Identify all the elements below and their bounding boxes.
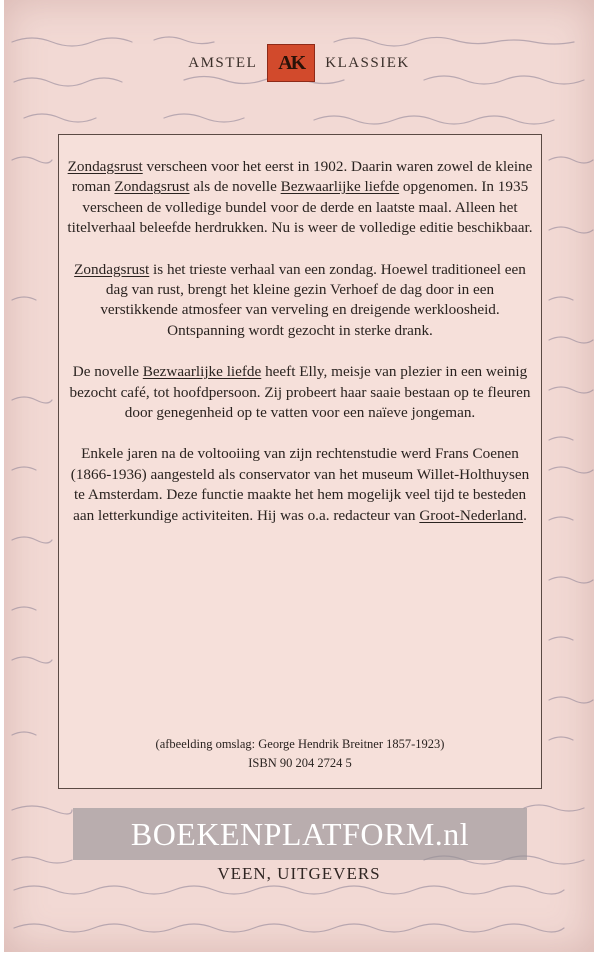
text-segment: De novelle: [72, 363, 143, 381]
blurb-paragraph: [59, 260, 541, 342]
text-segment: is het trieste verhaal van een zondag. Hoewel traditioneel een dag van rust, brengt het kleine gezin Verhoef de dag door in een verstikkende atmosfeer van verveling en dreigende werkloosheid. Ontspanning wordt gezocht in sterke drank.: [100, 260, 526, 339]
underlined-title: Bezwaarlijke liefde: [280, 178, 400, 196]
credits: [59, 735, 541, 773]
blurb-paragraph: [59, 157, 541, 239]
series-name-left: AMSTEL: [188, 54, 258, 71]
text-segment: als de novelle: [189, 178, 281, 196]
isbn: ISBN 90 204 2724 5: [248, 756, 352, 770]
text-segment: Enkele jaren na de voltooiing van zijn rechtenstudie werd Frans Coenen (1866-1936) aangesteld als conservator van het museum Willet-Holthuysen te Amsterdam. Deze functie maakte het hem mogelijk veel tijd te besteden aan letterkundige activiteiten. Hij was o.a. redacteur van: [70, 445, 530, 524]
underlined-title: Groot-Nederland: [419, 506, 524, 524]
text-segment: verscheen voor het eerst in 1902. Daarin waren zowel de kleine roman: [71, 158, 533, 196]
series-name-right: KLASSIEK: [325, 54, 410, 71]
text-segment: .: [523, 506, 527, 524]
underlined-title: Zondagsrust: [74, 260, 150, 278]
series-header: [4, 44, 594, 82]
underlined-title: Zondagsrust: [114, 178, 190, 196]
text-segment: heeft Elly, meisje van plezier in een weinig bezocht café, tot hoofdpersoon. Zij probeert haar saaie bestaan op te fleuren door genegenheid op te vatten voor een naïeve jongeman.: [69, 363, 531, 422]
blurb-paragraph: [59, 444, 541, 526]
cover-credit: (afbeelding omslag: George Hendrik Breitner 1857-1923): [155, 737, 445, 751]
publisher-name: VEEN, UITGEVERS: [217, 864, 381, 883]
blurb-panel: [58, 134, 542, 789]
blurb-paragraph: [59, 362, 541, 423]
watermark-text: BOEKENPLATFORM.nl: [130, 815, 470, 852]
underlined-title: Bezwaarlijke liefde: [142, 363, 262, 381]
text-segment: opgenomen. In 1935 verscheen de volledige bundel voor de derde en laatste maal. Alleen het titelverhaal beleefde herdrukken. Nu is weer de volledige editie beschikbaar.: [67, 178, 533, 237]
blurb-text: [59, 157, 541, 547]
underlined-title: Zondagsrust: [67, 158, 143, 175]
watermark: [73, 808, 527, 860]
ak-logo: AK: [267, 44, 315, 82]
